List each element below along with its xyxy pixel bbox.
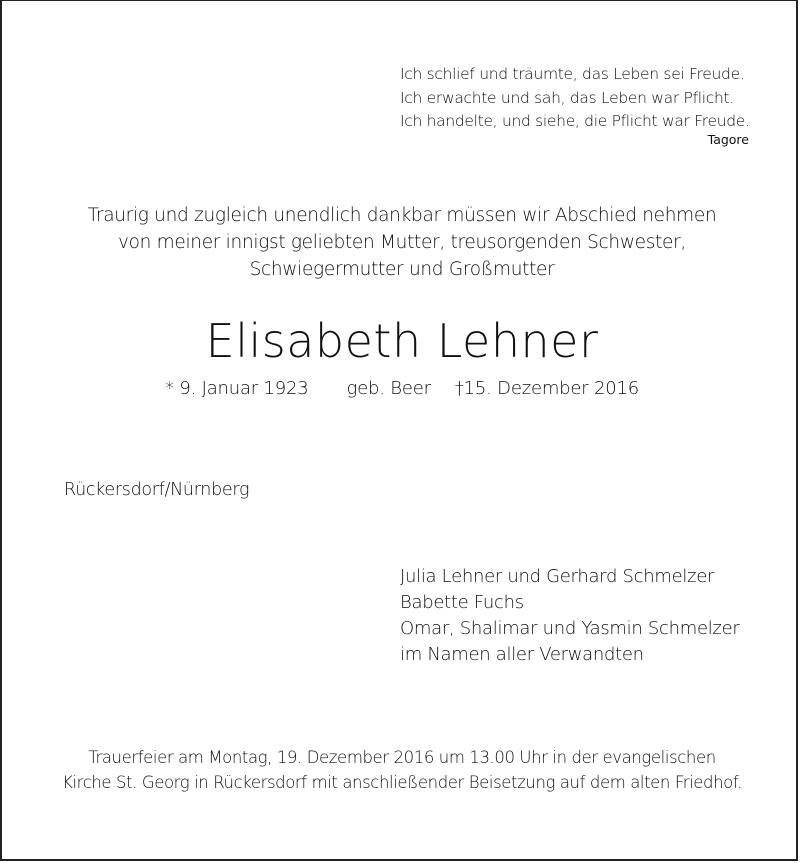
mourner-line: Babette Fuchs <box>400 592 524 613</box>
quote-line: Ich erwachte und sah, das Leben war Pflicht. <box>400 88 734 107</box>
mourner-line: Julia Lehner und Gerhard Schmelzer <box>400 566 715 587</box>
quote-block <box>400 63 750 134</box>
mourners-list <box>400 564 739 668</box>
quote-line: Ich handelte, und siehe, die Pflicht war Freude. <box>400 112 750 130</box>
birth-date: * 9. Januar 1923 <box>165 378 309 399</box>
service-line: Kirche St. Georg in Rückersdorf mit anschließender Beisetzung auf dem alten Friedhof. <box>62 773 742 792</box>
deceased-name: Elisabeth Lehner <box>205 314 599 368</box>
quote-author: Tagore <box>707 132 749 147</box>
maiden-name: geb. Beer <box>346 378 431 399</box>
intro-line: Traurig und zugleich unendlich dankbar müssen wir Abschied nehmen <box>87 205 717 226</box>
place-of-residence: Rückersdorf/Nürnberg <box>64 480 250 500</box>
mourner-line: im Namen aller Verwandten <box>400 644 644 665</box>
death-date: †15. Dezember 2016 <box>454 378 639 399</box>
intro-line: Schwiegermutter und Großmutter <box>249 259 555 280</box>
intro-line: von meiner innigst geliebten Mutter, treusorgenden Schwester, <box>117 232 687 253</box>
mourner-line: Omar, Shalimar und Yasmin Schmelzer <box>400 618 740 639</box>
service-line: Trauerfeier am Montag, 19. Dezember 2016 um 13.00 Uhr in der evangelischen <box>88 748 716 767</box>
intro-text <box>2 202 800 283</box>
funeral-service-info <box>2 745 800 795</box>
quote-line: Ich schlief und träumte, das Leben sei Freude. <box>400 65 745 83</box>
life-dates <box>2 376 800 402</box>
